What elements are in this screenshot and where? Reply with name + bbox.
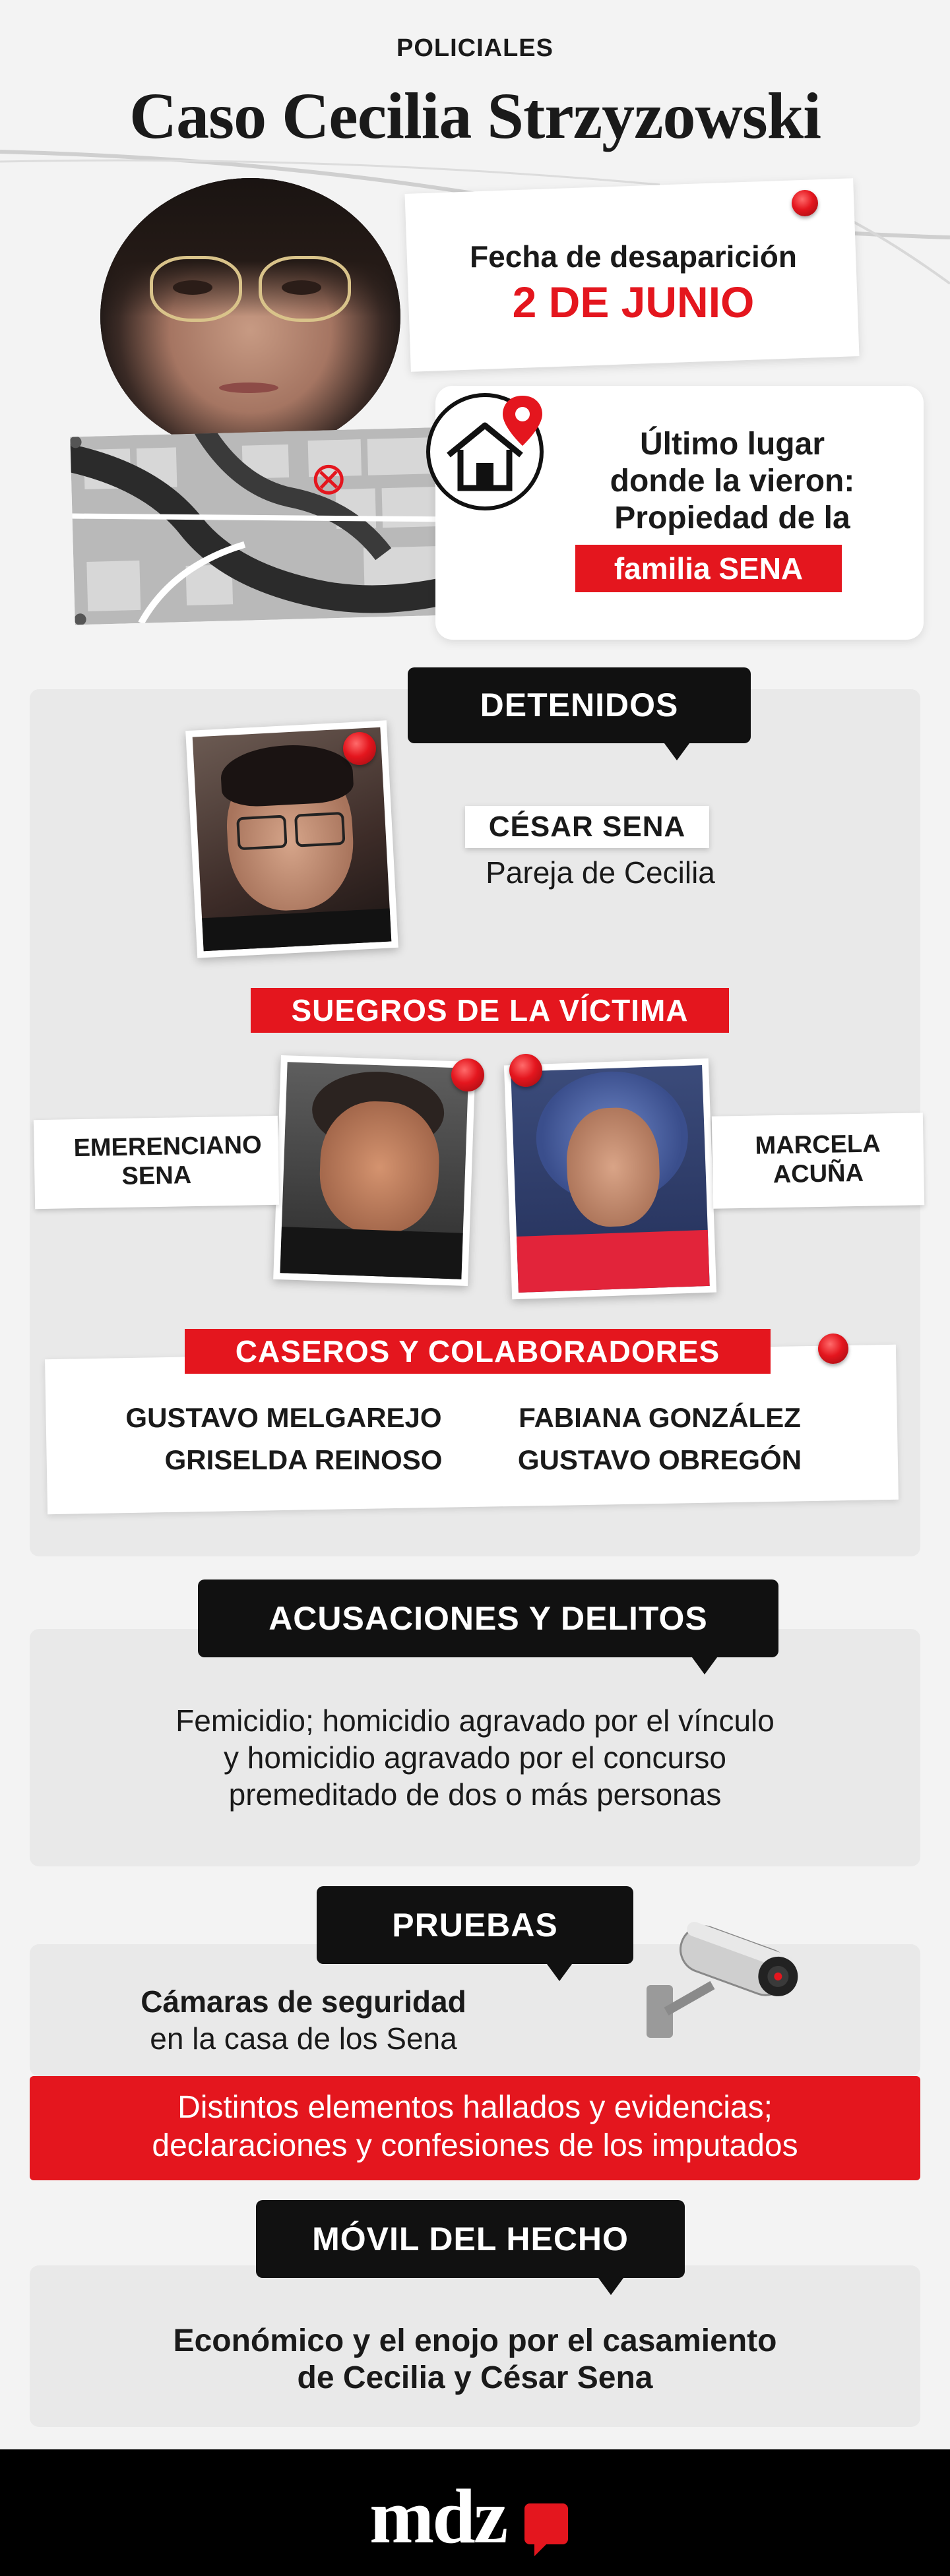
pin-icon [792, 190, 818, 216]
pin-icon [509, 1054, 542, 1087]
pruebas-heading: PRUEBAS [317, 1886, 633, 1964]
pruebas-evidence-line2: declaraciones y confesiones de los imputados [152, 2128, 798, 2163]
pin-icon [451, 1058, 484, 1091]
emerenciano-sena-photo [273, 1055, 476, 1286]
last-seen-highlight: familia SENA [575, 545, 842, 592]
mdz-logo[interactable] [369, 2467, 581, 2559]
security-camera-icon [640, 1913, 811, 2044]
section-label: POLICIALES [396, 34, 554, 62]
mdz-logo-text: mdz [369, 2473, 507, 2560]
pin-icon [343, 732, 376, 765]
emerenciano-sena-name [34, 1116, 279, 1209]
casero-1: GUSTAVO MELGAREJO [125, 1402, 442, 1433]
pruebas-cam-line2: en la casa de los Sena [150, 2021, 457, 2056]
last-seen-line2: donde la vieron: [610, 464, 855, 499]
map-illustration [70, 427, 454, 625]
marcela-acuna-photo [504, 1058, 716, 1300]
logo-bubble-tail [534, 2542, 549, 2556]
victim-portrait [100, 178, 400, 455]
movil-heading: MÓVIL DEL HECHO [256, 2200, 685, 2278]
marcela-acuna-name [712, 1113, 924, 1209]
marcela-acuna-label: MARCELA ACUÑA [755, 1130, 881, 1189]
suegros-label: SUEGROS DE LA VÍCTIMA [251, 988, 729, 1033]
casero-4: GUSTAVO OBREGÓN [517, 1444, 802, 1475]
movil-line1: Económico y el enojo por el casamiento [173, 2323, 777, 2358]
movil-line2: de Cecilia y César Sena [297, 2360, 653, 2395]
date-card [404, 178, 859, 372]
disappearance-label: Fecha de desaparición [470, 239, 797, 274]
last-seen-line1: Último lugar [639, 427, 825, 462]
acusaciones-line2: y homicidio agravado por el concurso [224, 1740, 726, 1775]
pin-icon [818, 1334, 848, 1364]
acusaciones-heading: ACUSACIONES Y DELITOS [198, 1579, 778, 1657]
last-seen-line3: Propiedad de la [614, 501, 850, 536]
casero-3: GRISELDA REINOSO [164, 1444, 443, 1475]
logo-bubble-icon [524, 2503, 568, 2544]
page-title: Caso Cecilia Strzyzowski [129, 79, 821, 152]
disappearance-date: 2 DE JUNIO [512, 278, 755, 326]
caseros-label: CASEROS Y COLABORADORES [185, 1329, 771, 1374]
cesar-sena-role: Pareja de Cecilia [486, 855, 715, 890]
casero-2: FABIANA GONZÁLEZ [519, 1402, 801, 1433]
pruebas-cam-line1: Cámaras de seguridad [141, 1984, 466, 2019]
acusaciones-line3: premeditado de dos o más personas [228, 1777, 722, 1812]
acusaciones-line1: Femicidio; homicidio agravado por el vínculo [175, 1703, 775, 1738]
emerenciano-sena-label: EMERENCIANO SENA [73, 1131, 262, 1190]
detenidos-heading: DETENIDOS [408, 667, 751, 743]
pruebas-evidence-line1: Distintos elementos hallados y evidencias; [177, 2090, 773, 2125]
house-location-icon [422, 389, 548, 514]
cesar-sena-name: CÉSAR SENA [465, 806, 709, 848]
